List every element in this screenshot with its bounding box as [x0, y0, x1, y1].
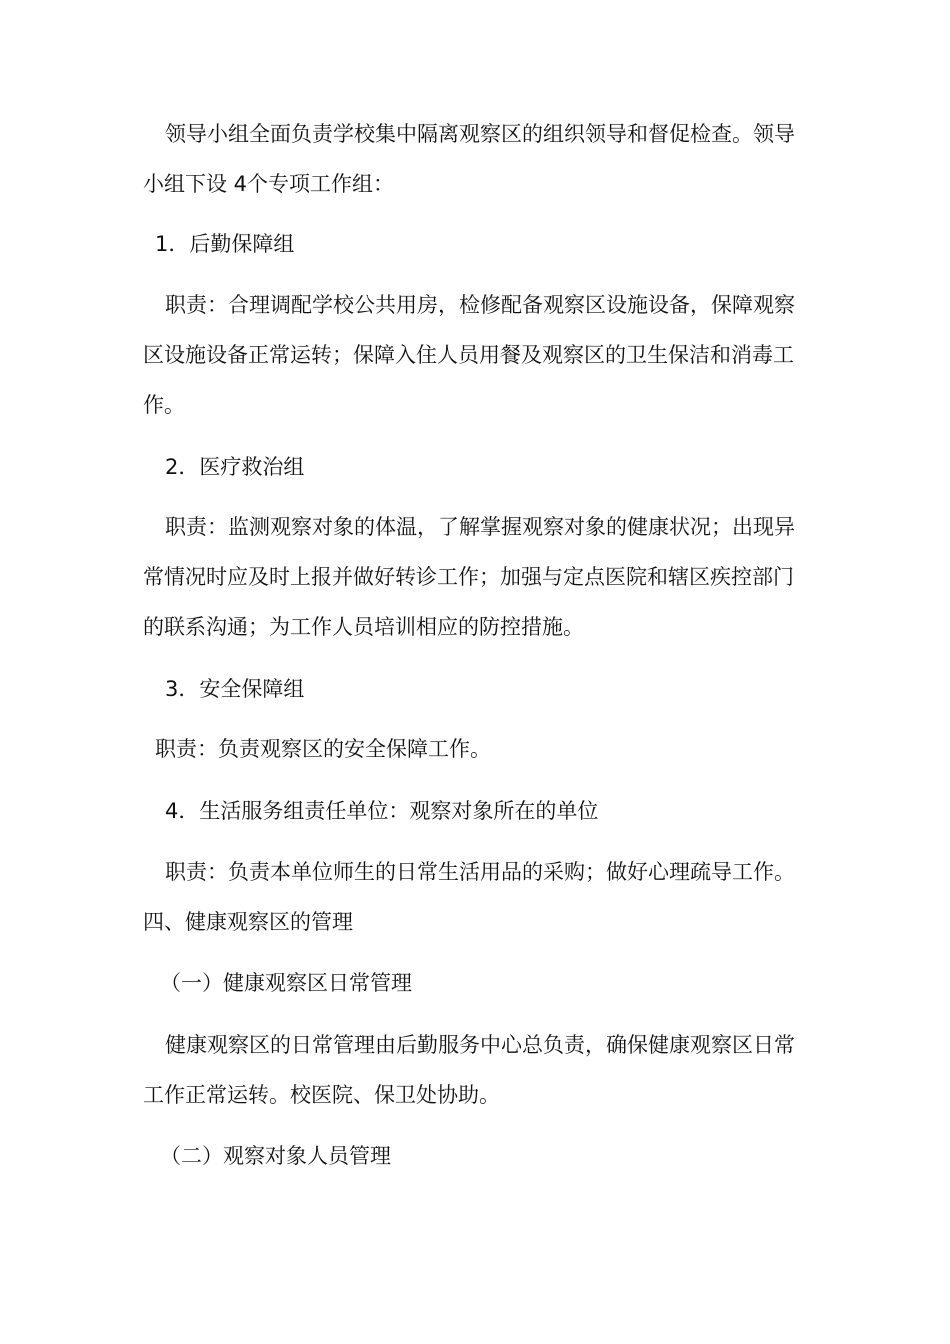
paragraph-line: 区设施设备正常运转；保障入住人员用餐及观察区的卫生保洁和消毒工 [143, 343, 794, 367]
paragraph-line: 工作正常运转。校医院、保卫处协助。 [143, 1083, 500, 1107]
paragraph-line: 常情况时应及时上报并做好转诊工作；加强与定点医院和辖区疾控部门 [143, 565, 794, 589]
paragraph-line: 领导小组全面负责学校集中隔离观察区的组织领导和督促检查。领导 [165, 122, 795, 146]
paragraph-line: 小组下设 4个专项工作组： [143, 172, 395, 196]
paragraph-line: 健康观察区的日常管理由后勤服务中心总负责，确保健康观察区日常 [165, 1033, 795, 1057]
subsection-heading: （二）观察对象人员管理 [160, 1144, 391, 1168]
section-heading: 3．安全保障组 [165, 677, 305, 701]
paragraph-line: 职责：负责本单位师生的日常生活用品的采购；做好心理疏导工作。 [165, 860, 795, 884]
section-heading: 2．医疗救治组 [165, 455, 305, 479]
section-heading: 4．生活服务组责任单位：观察对象所在的单位 [165, 799, 599, 823]
paragraph-line: 职责：负责观察区的安全保障工作。 [155, 737, 491, 761]
paragraph-line: 作。 [143, 393, 185, 417]
chapter-heading: 四、健康观察区的管理 [143, 910, 353, 934]
section-heading: 1．后勤保障组 [155, 232, 295, 256]
paragraph-line: 职责：合理调配学校公共用房，检修配备观察区设施设备，保障观察 [165, 293, 795, 317]
paragraph-line: 的联系沟通；为工作人员培训相应的防控措施。 [143, 615, 584, 639]
paragraph-line: 职责：监测观察对象的体温，了解掌握观察对象的健康状况；出现异 [165, 515, 795, 539]
subsection-heading: （一）健康观察区日常管理 [160, 971, 412, 995]
